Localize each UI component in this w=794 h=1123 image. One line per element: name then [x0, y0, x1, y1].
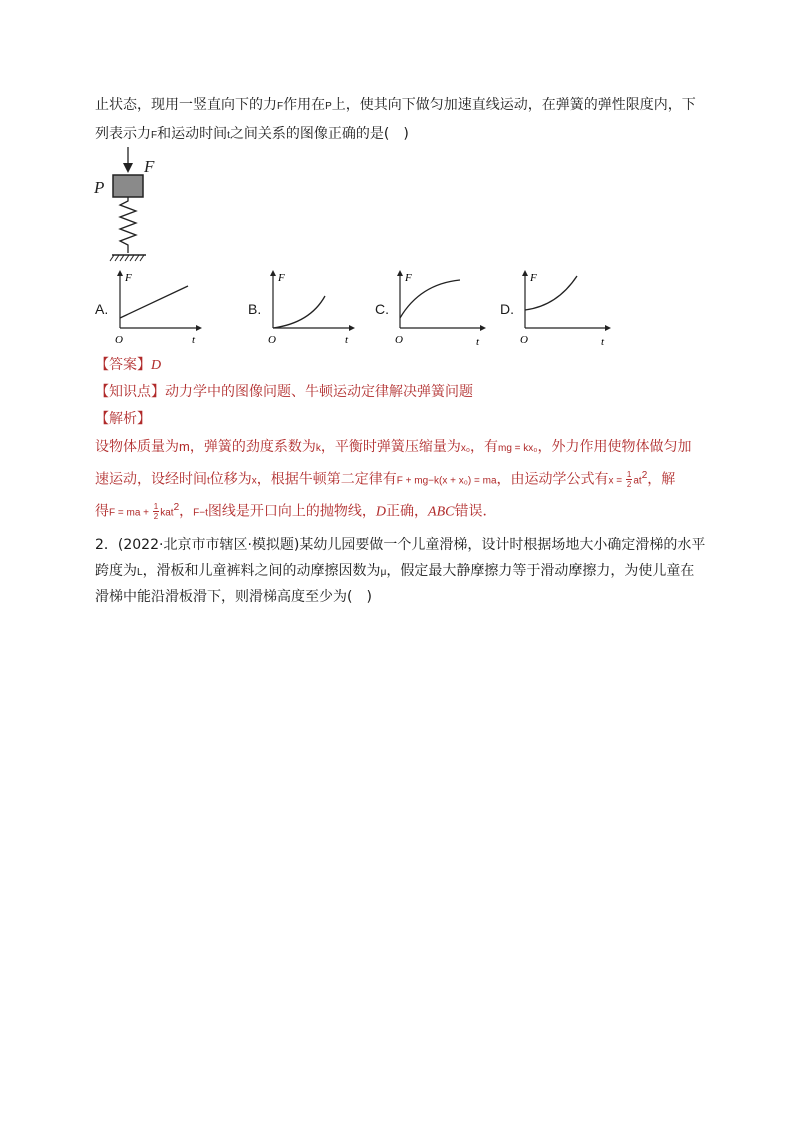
option-B-graph[interactable] [265, 268, 355, 348]
x-label: t [601, 336, 605, 348]
y-label: F [530, 272, 537, 284]
option-C-label[interactable]: C. [375, 301, 389, 317]
x-label: t [476, 336, 480, 348]
answer-tag: 【答案】 [95, 357, 151, 373]
option-C-graph[interactable] [392, 268, 487, 348]
origin-label: O [268, 334, 276, 346]
spring-block-figure [92, 145, 172, 265]
option-D-label[interactable]: D. [500, 301, 514, 317]
figure-label-F: F [144, 157, 155, 176]
option-A-graph[interactable] [112, 268, 202, 348]
knowledge-line [95, 382, 473, 402]
analysis-line-3: 得F = ma + $\frac{1}{2}$ kat$^2$，F−t图线是开口向上的抛物线，D正确，ABC错误． [95, 502, 497, 522]
answer-line [95, 355, 161, 376]
q2-line-1: 2．(2022·北京市市辖区·模拟题)某幼儿园要做一个儿童滑梯，设计时根据场地大小确定滑梯的水平 [95, 537, 706, 553]
x-label: t [345, 334, 349, 346]
option-A-label[interactable]: A. [95, 301, 109, 317]
var-t: t [227, 130, 230, 141]
analysis-tag: 【解析】 [95, 411, 151, 427]
curve-A [120, 286, 188, 318]
force-arrowhead [123, 163, 133, 173]
ground-hatch [110, 255, 144, 261]
x-label: t [192, 334, 196, 346]
origin-label: O [115, 334, 123, 346]
knowledge-text: 动力学中的图像问题、牛顿运动定律解决弹簧问题 [165, 384, 473, 400]
analysis-line-2: 速运动，设经时间t位移为x，根据牛顿第二定律有F + mg−k(x + x₀) = ma，由运动学公式有x = $\frac{1}{2}$ $at^2$，解 [95, 470, 676, 490]
curve-B [273, 296, 325, 328]
var-F-2: F [151, 130, 158, 141]
origin-label: O [395, 334, 403, 346]
q2-line-2: 跨度为L，滑板和儿童裤料之间的动摩擦因数为μ，假定最大静摩擦力等于滑动摩擦力，为使儿童在 [95, 563, 695, 579]
option-D-graph[interactable] [517, 268, 612, 348]
analysis-line-1: 设物体质量为m，弹簧的劲度系数为k，平衡时弹簧压缩量为x₀，有mg = kx₀，外力作用使物体做匀加 [95, 439, 692, 455]
curve-C [400, 280, 460, 318]
y-label: F [405, 272, 412, 284]
block-P [113, 175, 143, 197]
answer-value: D [151, 358, 162, 373]
var-P: P [325, 101, 332, 112]
q1-line-2: 列表示力F和运动时间t之间关系的图像正确的是( ) [95, 126, 409, 142]
y-label: F [125, 272, 132, 284]
spring [120, 197, 136, 253]
option-B-label[interactable]: B. [248, 301, 262, 317]
q2-line-3: 滑梯中能沿滑板滑下，则滑梯高度至少为( ) [95, 589, 372, 605]
y-label: F [278, 272, 285, 284]
figure-label-P: P [94, 178, 105, 197]
q1-line-1: 止状态，现用一竖直向下的力F作用在P上，使其向下做匀加速直线运动，在弹簧的弹性限度内，下 [95, 97, 696, 113]
var-F: F [277, 101, 284, 112]
knowledge-tag: 【知识点】 [95, 384, 165, 400]
origin-label: O [520, 334, 528, 346]
